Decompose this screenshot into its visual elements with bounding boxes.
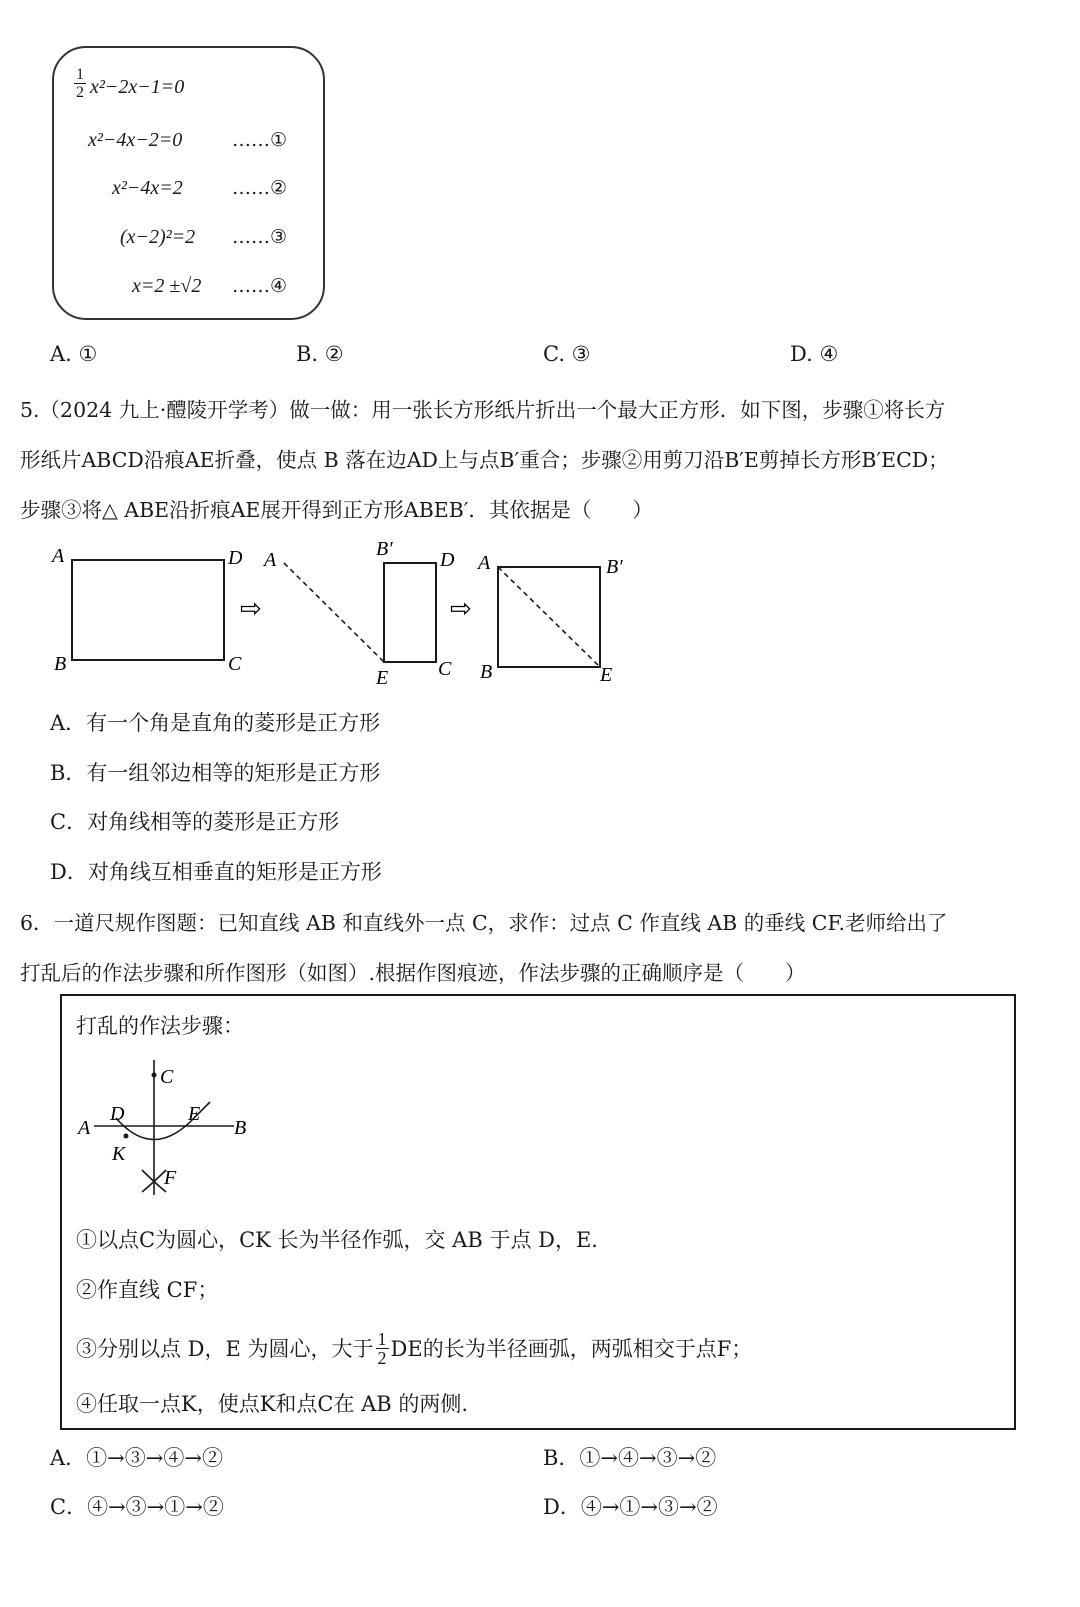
- label-B: B: [234, 1117, 247, 1139]
- point-C: [152, 1073, 157, 1078]
- step-mark-4: ……④: [232, 275, 288, 297]
- fig1-label-D: D: [228, 547, 243, 569]
- q6-construction-figure: [74, 1050, 264, 1210]
- label-A: A: [78, 1117, 91, 1139]
- fig2-label-A: A: [264, 549, 277, 571]
- q6-step-3-fraction: [376, 1330, 389, 1367]
- q4-option-a[interactable]: A. ①: [50, 342, 98, 366]
- fig1-rectangle: [72, 560, 224, 660]
- q5-option-d[interactable]: D．对角线互相垂直的矩形是正方形: [50, 860, 382, 884]
- q5-option-a[interactable]: A．有一个角是直角的菱形是正方形: [50, 711, 381, 735]
- fig2-strip: [384, 563, 436, 662]
- fig1-label-A: A: [52, 545, 65, 567]
- q4-option-c[interactable]: C. ③: [543, 342, 591, 366]
- label-K: K: [112, 1143, 126, 1165]
- q6-option-c[interactable]: C．④→③→①→②: [50, 1495, 224, 1519]
- q6-box-title: 打乱的作法步骤：: [76, 1014, 244, 1038]
- q6-step-2: ②作直线 CF；: [76, 1278, 219, 1302]
- q6-option-d[interactable]: D．④→①→③→②: [543, 1495, 718, 1519]
- q6-step-3-tail: DE的长为半径画弧，两弧相交于点F；: [390, 1337, 753, 1361]
- fig2-label-C: C: [438, 658, 452, 680]
- step-mark-3: ……③: [232, 226, 288, 248]
- fig3-label-E: E: [600, 664, 613, 686]
- frac-den: 2: [377, 1347, 387, 1368]
- fig2-label-E: E: [376, 667, 389, 689]
- frac-num: 1: [76, 66, 84, 83]
- fig1-label-C: C: [228, 653, 242, 675]
- label-C: C: [160, 1066, 174, 1088]
- frac-num: 1: [377, 1328, 387, 1349]
- frac-den: 2: [76, 84, 84, 101]
- fraction-half: [74, 66, 86, 101]
- q4-option-d[interactable]: D. ④: [790, 342, 839, 366]
- equation-4: x=2 ±√2: [132, 275, 202, 297]
- equation-0: [72, 66, 88, 116]
- equation-3: (x−2)²=2: [120, 226, 196, 248]
- fig1-label-B: B: [54, 653, 67, 675]
- q6-step-3: [76, 1326, 752, 1370]
- q6-option-b[interactable]: B．①→④→③→②: [543, 1446, 717, 1470]
- q5-option-b[interactable]: B．有一组邻边相等的矩形是正方形: [50, 761, 381, 785]
- arrow-icon-2: ⇨: [450, 594, 472, 623]
- q5-text-line1: 5.（2024 九上·醴陵开学考）做一做：用一张长方形纸片折出一个最大正方形．如下图，步骤①将长方: [20, 398, 946, 422]
- q5-text-line2: 形纸片ABCD沿痕AE折叠，使点 B 落在边AD上与点B′重合；步骤②用剪刀沿B′E剪掉长方形B′ECD；: [20, 448, 949, 472]
- fig3-diagonal: [498, 567, 600, 667]
- q6-text-line1: 6．一道尺规作图题：已知直线 AB 和直线外一点 C，求作：过点 C 作直线 AB 的垂线 CF.老师给出了: [20, 911, 948, 935]
- q6-step-3-head: ③分别以点 D，E 为圆心，大于: [76, 1337, 374, 1361]
- step-mark-1: ……①: [232, 129, 288, 151]
- fig2-fold-line: [284, 563, 384, 662]
- fig2-label-Bprime: B′: [376, 538, 393, 560]
- q5-text-line3: 步骤③将△ ABE沿折痕AE展开得到正方形ABEB′．其依据是（ ）: [20, 498, 653, 522]
- q5-folding-figure: [40, 535, 660, 695]
- point-K: [124, 1134, 129, 1139]
- q6-option-a[interactable]: A．①→③→④→②: [50, 1446, 223, 1470]
- label-E: E: [188, 1103, 201, 1125]
- fig2-label-D: D: [440, 549, 455, 571]
- fig3-label-B: B: [480, 661, 493, 683]
- label-D: D: [110, 1103, 125, 1125]
- equation-0-text: x²−2x−1=0: [90, 76, 185, 98]
- q6-step-1: ①以点C为圆心，CK 长为半径作弧，交 AB 于点 D，E.: [76, 1228, 598, 1252]
- label-F: F: [164, 1167, 177, 1189]
- q4-option-b[interactable]: B. ②: [296, 342, 344, 366]
- q6-step-4: ④任取一点K，使点K和点C在 AB 的两侧.: [76, 1392, 469, 1416]
- equation-2: x²−4x=2: [112, 177, 183, 199]
- step-mark-2: ……②: [232, 177, 288, 199]
- fig3-label-Bprime: B′: [606, 556, 623, 578]
- q5-option-c[interactable]: C．对角线相等的菱形是正方形: [50, 810, 340, 834]
- fig3-label-A: A: [478, 552, 491, 574]
- q6-text-line2: 打乱后的作法步骤和所作图形（如图）.根据作图痕迹，作法步骤的正确顺序是（ ）: [20, 961, 806, 985]
- equation-1: x²−4x−2=0: [88, 129, 183, 151]
- arrow-icon-1: ⇨: [240, 594, 262, 623]
